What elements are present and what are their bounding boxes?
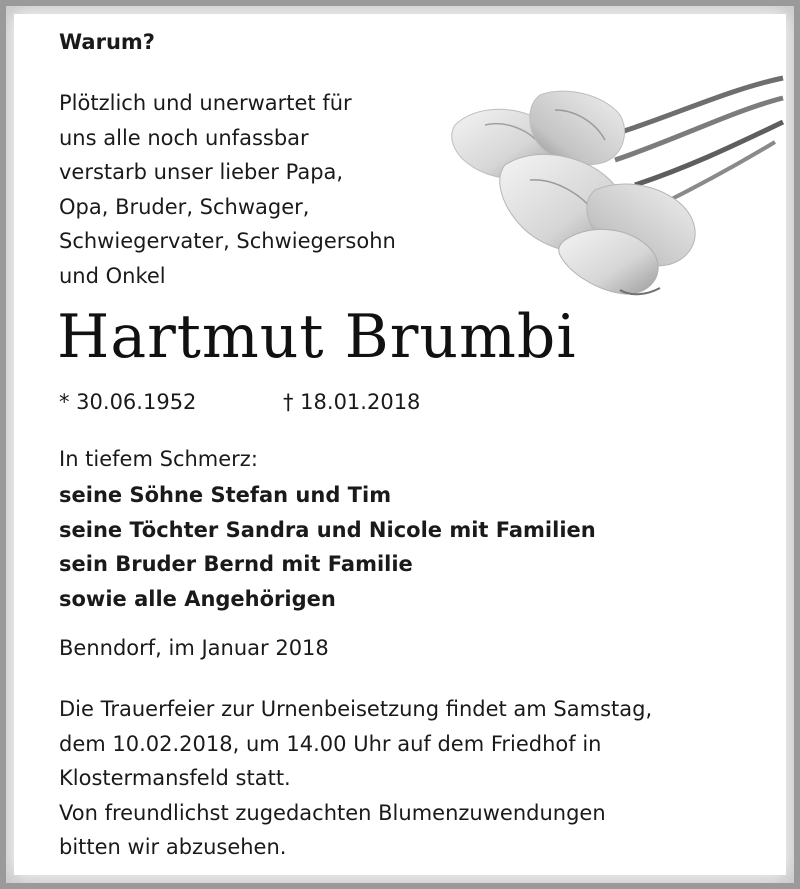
intro-line: Opa, Bruder, Schwager, — [59, 194, 310, 219]
funeral-notice — [59, 692, 652, 865]
intro-line: Plötzlich und unerwartet für — [59, 91, 352, 115]
death-date: † 18.01.2018 — [283, 390, 421, 414]
mourner-line: sowie alle Angehörigen — [59, 586, 336, 611]
grief-intro: In tiefem Schmerz: — [59, 447, 258, 471]
notice-line: Klostermansfeld statt. — [59, 766, 291, 790]
notice-line: bitten wir abzusehen. — [59, 835, 287, 859]
birth-date: * 30.06.1952 — [59, 390, 197, 414]
intro-line: Schwiegervater, Schwiegersohn — [59, 229, 396, 253]
intro-text — [59, 86, 396, 293]
deceased-name: Hartmut Brumbi — [57, 302, 577, 372]
notice-line: dem 10.02.2018, um 14.00 Uhr auf dem Friedhof in — [59, 731, 602, 756]
calla-lilies-image — [445, 70, 785, 300]
intro-line: und Onkel — [59, 263, 166, 288]
heading-warum: Warum? — [59, 30, 155, 54]
intro-line: verstarb unser lieber Papa, — [59, 160, 344, 184]
mourner-line: sein Bruder Bernd mit Familie — [59, 552, 413, 576]
notice-line: Die Trauerfeier zur Urnenbeisetzung findet am Samstag, — [59, 697, 653, 721]
mourner-line: seine Söhne Stefan und Tim — [59, 483, 392, 507]
mourner-line: seine Töchter Sandra und Nicole mit Familien — [59, 517, 596, 542]
intro-line: uns alle noch unfassbar — [59, 125, 309, 150]
mourners-list — [59, 478, 596, 616]
notice-line: Von freundlichst zugedachten Blumenzuwendungen — [59, 800, 606, 825]
place-date: Benndorf, im Januar 2018 — [59, 636, 329, 660]
